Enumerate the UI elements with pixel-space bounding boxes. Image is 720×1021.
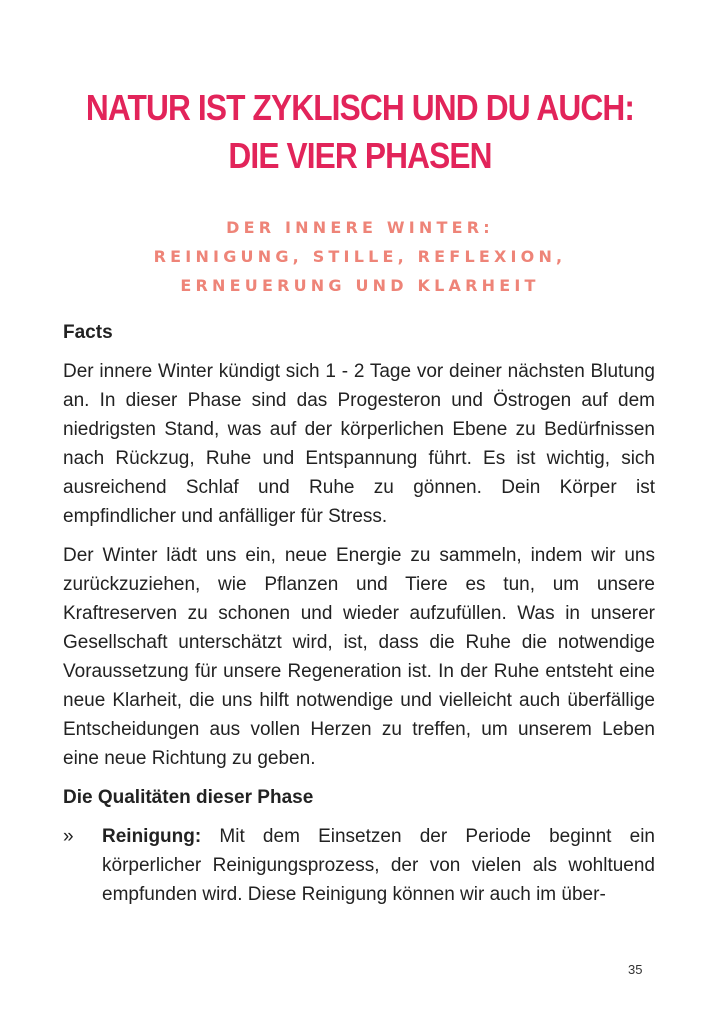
facts-paragraph-2: Der Winter lädt uns ein, neue Energie zu sammeln, indem wir uns zurückzuziehen, wie Pflanzen und Tiere es tun, um unsere Kraftreserven zu schonen und wieder aufzufüllen. Was in unserer Gesellschaft unterschätzt wird, ist, dass die Ruhe die notwendige Voraussetzung für unsere Regeneration ist. In der Ruhe entsteht eine neue Klarheit, die uns hilft notwendige und vielleicht auch überfällige Entscheidungen aus vollen Herzen zu treffen, um unserem Leben eine neue Richtung zu geben.	[63, 545, 655, 769]
chapter-title-line-1: NATUR IST ZYKLISCH UND DU AUCH:	[85, 87, 635, 129]
section-subtitle-line-1: DER INNERE WINTER:	[226, 218, 494, 238]
list-item-text: Mit dem Einsetzen der Periode beginnt ein körperlicher Reinigungsprozess, der von vielen als wohltuend empfunden wird. Diese Reinigung können wir auch im über-	[102, 826, 655, 905]
section-subtitle	[40, 213, 680, 300]
chapter-title	[78, 84, 641, 180]
section-subtitle-line-3: ERNEUERUNG UND KLARHEIT	[180, 276, 540, 296]
facts-heading: Facts	[63, 322, 113, 343]
list-item	[63, 822, 655, 909]
section-subtitle-line-2: REINIGUNG, STILLE, REFLEXION,	[153, 247, 567, 267]
list-item-term: Reinigung:	[102, 826, 202, 847]
chapter-title-line-2: DIE VIER PHASEN	[228, 135, 492, 177]
page-number: 35	[628, 962, 643, 977]
qualities-heading: Die Qualitäten dieser Phase	[63, 787, 314, 808]
facts-paragraph-1: Der innere Winter kündigt sich 1 - 2 Tage vor deiner nächsten Blutung an. In dieser Phase sind das Progesteron und Östrogen auf dem niedrigsten Stand, was auf der körperlichen Ebene zu Bedürfnissen nach Rückzug, Ruhe und Entspannung führt. Es ist wichtig, sich ausreichend Schlaf und Ruhe zu gönnen. Dein Körper ist empfindlicher und anfälliger für Stress.	[63, 361, 655, 527]
bullet-icon: »	[63, 826, 74, 847]
body-content	[63, 318, 655, 909]
